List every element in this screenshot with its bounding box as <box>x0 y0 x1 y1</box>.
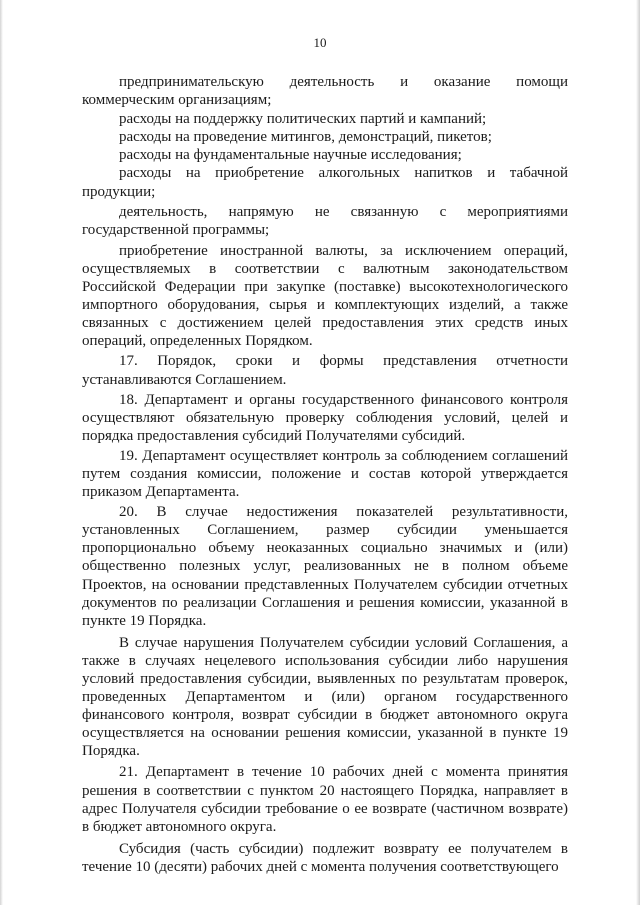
paragraph-violation: В случае нарушения Получателем субсидии условий Соглашения, а также в случаях нецелевого использования субсидии либо нарушения условий предоставления субсидии, выявленных по результатам проверок, проведенных Департаментом и (или) органом государственного финансового контроля, возврат субсидии в бюджет автономного округа осуществляется на основании решения комиссии, указанной в пункте 19 Порядка. <box>82 634 568 760</box>
paragraph-subsidy-return: Субсидия (часть субсидии) подлежит возврату ее получателем в течение 10 (десяти) рабочих дней с момента получения соответствующего <box>82 840 568 875</box>
page-number: 10 <box>313 35 327 50</box>
paragraph-foreign-currency: приобретение иностранной валюты, за исключением операций, осуществляемых в соответствии с валютным законодательством Российской Федерации при закупке (поставке) высокотехнологического импортного оборудования, сырья и комплектующих изделий, а также связанных с достижением целей предоставления этих средств иных операций, определенных Порядком. <box>82 242 568 350</box>
paragraph-item-20: 20. В случае недостижения показателей результативности, установленных Соглашением, размер субсидии уменьшается пропорционально объему неоказанных социально значимых и (или) общественно полезных услуг, реализованных не в полном объеме Проектов, на основании представленных Получателем субсидии отчетных документов по реализации Соглашения и решения комиссии, указанной в пункте 19 Порядка. <box>82 504 568 629</box>
paragraph-item-18: 18. Департамент и органы государственного финансового контроля осуществляют обязательную проверку соблюдения условий, целей и порядка предоставления субсидий Получателями субсидий. <box>82 391 568 444</box>
paragraph-item-21: 21. Департамент в течение 10 рабочих дней с момента принятия решения в соответствии с пунктом 20 настоящего Порядка, направляет в адрес Получателя субсидии требование о ее возврате (частичном возврате) в бюджет автономного округа. <box>82 764 568 835</box>
scan-edge-right <box>636 0 640 905</box>
paragraph-commercial-help: предпринимательскую деятельность и оказание помощи коммерческим организациям; <box>82 74 568 109</box>
paragraph-rallies: расходы на проведение митингов, демонстраций, пикетов; <box>119 129 492 146</box>
paragraph-political-parties: расходы на поддержку политических партий и кампаний; <box>119 111 487 128</box>
paragraph-fundamental-research: расходы на фундаментальные научные исследования; <box>119 147 462 164</box>
paragraph-unrelated-activity: деятельность, напрямую не связанную с мероприятиями государственной программы; <box>82 203 568 238</box>
paragraph-alcohol-tobacco: расходы на приобретение алкогольных напитков и табачной продукции; <box>82 165 568 200</box>
document-body <box>82 73 568 876</box>
scan-edge-left <box>0 0 3 905</box>
paragraph-item-17: 17. Порядок, сроки и формы представления отчетности устанавливаются Соглашением. <box>82 353 568 388</box>
paragraph-item-19: 19. Департамент осуществляет контроль за соблюдением соглашений путем создания комиссии, положение и состав которой утверждается приказом Департамента. <box>82 447 568 501</box>
